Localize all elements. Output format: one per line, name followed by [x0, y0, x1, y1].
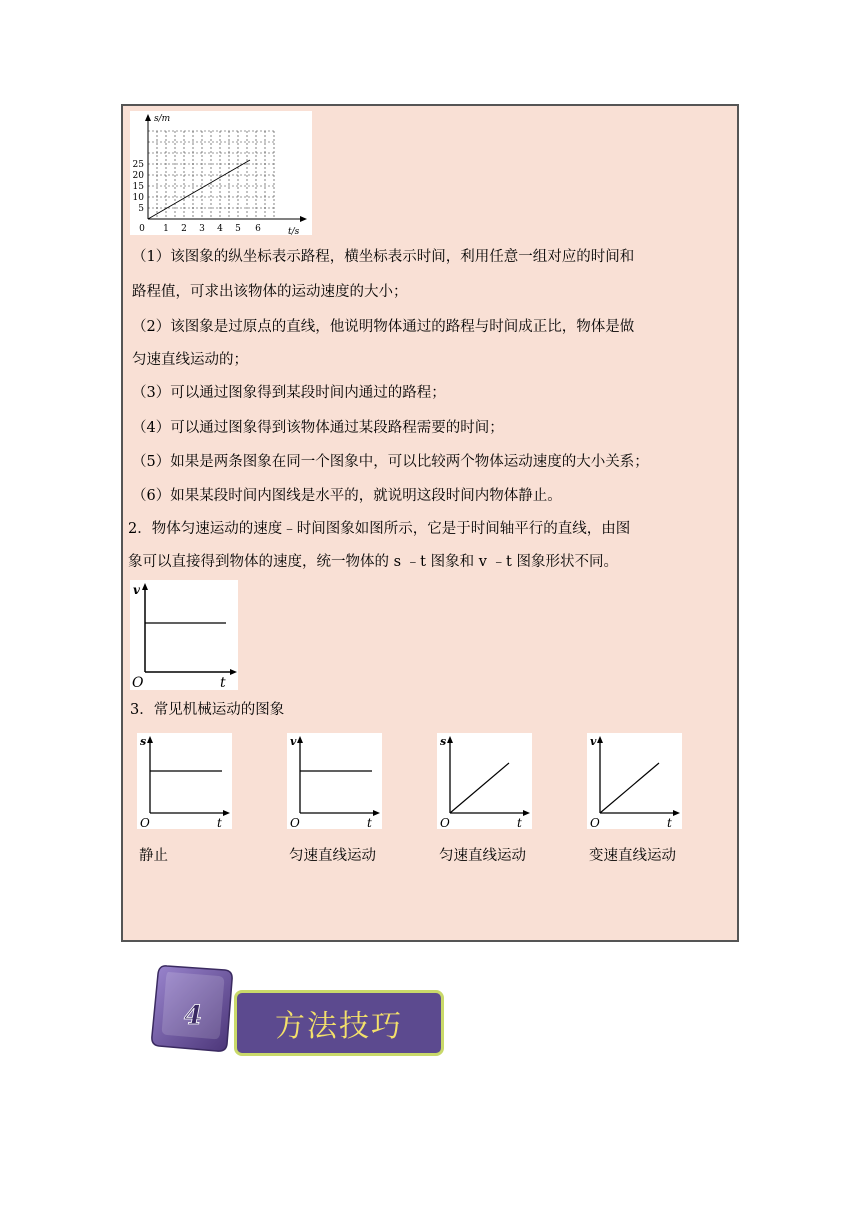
- note-line: （2）该图象是过原点的直线，他说明物体通过的路程与时间成正比，物体是做: [132, 319, 635, 335]
- st-xtick: 4: [217, 224, 223, 234]
- st-ylabel: s/m: [154, 114, 171, 124]
- svg-text:t: t: [217, 816, 222, 829]
- svg-text:v: v: [290, 735, 297, 748]
- note-line: （4）可以通过图象得到该物体通过某段路程需要的时间；: [132, 420, 504, 436]
- st-ytick: 25: [132, 160, 144, 170]
- st-ytick: 20: [132, 171, 144, 181]
- note-line: （3）可以通过图象得到某段时间内通过的路程；: [132, 385, 446, 401]
- caption-uniform: 匀速直线运动: [289, 848, 376, 864]
- svg-text:s: s: [140, 735, 147, 748]
- common-graph-3: [437, 733, 532, 829]
- common-graph-1: [137, 733, 232, 829]
- svg-text:O: O: [140, 816, 150, 829]
- st-ytick: 15: [132, 182, 144, 192]
- svg-text:O: O: [590, 816, 600, 829]
- st-graph: [130, 111, 312, 235]
- vt-xlabel: t: [220, 675, 226, 690]
- caption-variable: 变速直线运动: [589, 848, 676, 864]
- st-graph-svg: [130, 111, 312, 235]
- svg-text:O: O: [290, 816, 300, 829]
- note-line: （6）如果某段时间内图线是水平的，就说明这段时间内物体静止。: [132, 488, 562, 504]
- st-xlabel: t/s: [288, 227, 300, 235]
- st-xtick: 2: [181, 224, 187, 234]
- st-xtick: 5: [235, 224, 241, 234]
- st-xtick: 0: [139, 224, 145, 234]
- svg-text:t: t: [367, 816, 372, 829]
- svg-text:v: v: [590, 735, 597, 748]
- svg-text:4: 4: [183, 1001, 203, 1031]
- vt-origin: O: [132, 675, 144, 690]
- section2-line2: 象可以直接得到物体的速度，统一物体的 s ﹣t 图象和 v ﹣t 图象形状不同。: [128, 554, 618, 570]
- note-line: 匀速直线运动的；: [132, 352, 248, 368]
- section-number-badge: [149, 960, 237, 1054]
- common-graph-4: [587, 733, 682, 829]
- vt-ylabel: v: [133, 583, 140, 597]
- svg-text:t: t: [517, 816, 522, 829]
- st-ytick: 5: [138, 204, 144, 214]
- svg-text:t: t: [667, 816, 672, 829]
- st-xtick: 6: [255, 224, 261, 234]
- section-title-box: [234, 990, 444, 1056]
- svg-text:O: O: [440, 816, 450, 829]
- caption-uniform: 匀速直线运动: [439, 848, 526, 864]
- svg-text:s: s: [440, 735, 447, 748]
- st-ytick: 10: [132, 193, 144, 203]
- common-graph-2: [287, 733, 382, 829]
- caption-static: 静止: [139, 848, 168, 864]
- vt-graph: [130, 580, 238, 690]
- section2-line1: 2．物体匀速运动的速度﹣时间图象如图所示，它是于时间轴平行的直线，由图: [128, 521, 631, 537]
- st-series-line: [148, 160, 250, 219]
- st-xtick: 1: [163, 224, 169, 234]
- note-line: 路程值，可求出该物体的运动速度的大小；: [132, 284, 408, 300]
- section3-heading: 3．常见机械运动的图象: [130, 702, 285, 718]
- st-xtick: 3: [199, 224, 205, 234]
- note-line: （5）如果是两条图象在同一个图象中，可以比较两个物体运动速度的大小关系；: [132, 454, 649, 470]
- section-title: 方法技巧: [275, 1009, 403, 1044]
- note-line: （1）该图象的纵坐标表示路程，横坐标表示时间，利用任意一组对应的时间和: [132, 249, 635, 265]
